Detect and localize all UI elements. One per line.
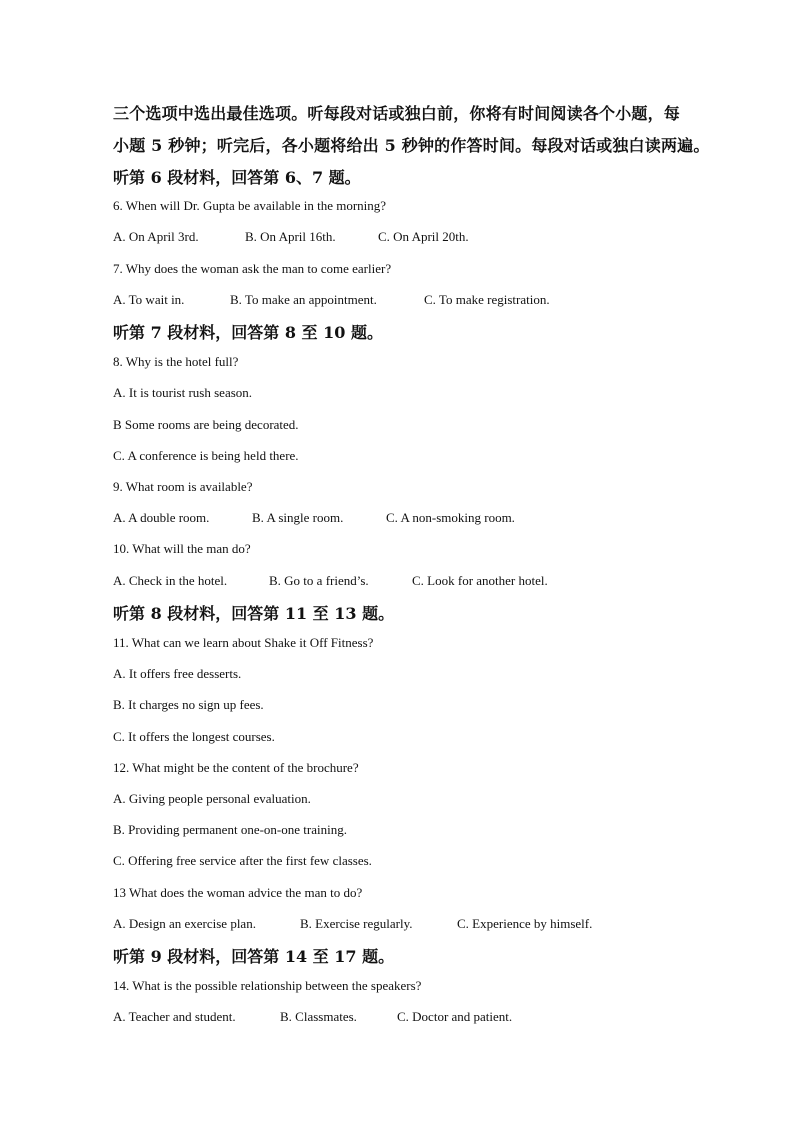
question-9-option-b: B. A single room. xyxy=(252,510,344,525)
question-7-option-a: A. To wait in. xyxy=(113,292,185,307)
question-14: 14. What is the possible relationship between the speakers? xyxy=(113,978,422,993)
question-13-option-b: B. Exercise regularly. xyxy=(300,916,413,931)
section-heading-9: 听第 9 段材料，回答第 14 至 17 题。 xyxy=(113,947,395,966)
question-10: 10. What will the man do? xyxy=(113,541,251,556)
question-12-option-a: A. Giving people personal evaluation. xyxy=(113,791,311,806)
question-10-option-a: A. Check in the hotel. xyxy=(113,573,228,588)
question-11-option-a: A. It offers free desserts. xyxy=(113,666,242,681)
question-6-option-b: B. On April 16th. xyxy=(245,229,336,244)
question-6-option-a: A. On April 3rd. xyxy=(113,229,199,244)
question-8-option-c: C. A conference is being held there. xyxy=(113,448,299,463)
question-7: 7. Why does the woman ask the man to come earlier? xyxy=(113,261,392,276)
question-7-option-c: C. To make registration. xyxy=(424,292,550,307)
question-9-option-a: A. A double room. xyxy=(113,510,210,525)
question-7-option-b: B. To make an appointment. xyxy=(230,292,377,307)
question-11: 11. What can we learn about Shake it Off Fitness? xyxy=(113,635,374,650)
question-11-option-b: B. It charges no sign up fees. xyxy=(113,697,264,712)
question-9-option-c: C. A non-smoking room. xyxy=(386,510,515,525)
question-8: 8. Why is the hotel full? xyxy=(113,354,239,369)
question-13-option-c: C. Experience by himself. xyxy=(457,916,593,931)
question-6: 6. When will Dr. Gupta be available in the morning? xyxy=(113,198,387,213)
section-heading-6: 听第 6 段材料，回答第 6、7 题。 xyxy=(113,168,361,187)
question-13-option-a: A. Design an exercise plan. xyxy=(113,916,256,931)
intro-line-1: 三个选项中选出最佳选项。听每段对话或独白前，你将有时间阅读各个小题，每 xyxy=(113,104,681,123)
question-11-option-c: C. It offers the longest courses. xyxy=(113,729,275,744)
question-10-option-b: B. Go to a friend’s. xyxy=(269,573,369,588)
question-14-option-b: B. Classmates. xyxy=(280,1009,357,1024)
question-14-option-c: C. Doctor and patient. xyxy=(397,1009,513,1024)
question-12-option-b: B. Providing permanent one-on-one training. xyxy=(113,822,347,837)
section-heading-8: 听第 8 段材料，回答第 11 至 13 题。 xyxy=(113,604,395,623)
question-9: 9. What room is available? xyxy=(113,479,253,494)
section-heading-7: 听第 7 段材料，回答第 8 至 10 题。 xyxy=(113,323,383,342)
question-8-option-a: A. It is tourist rush season. xyxy=(113,385,253,400)
intro-line-2: 小题 5 秒钟；听完后，各小题将给出 5 秒钟的作答时间。每段对话或独白读两遍。 xyxy=(113,136,710,155)
question-10-option-c: C. Look for another hotel. xyxy=(412,573,548,588)
question-12: 12. What might be the content of the brochure? xyxy=(113,760,359,775)
question-14-option-a: A. Teacher and student. xyxy=(113,1009,236,1024)
question-6-option-c: C. On April 20th. xyxy=(378,229,469,244)
question-12-option-c: C. Offering free service after the first few classes. xyxy=(113,853,372,868)
question-13: 13 What does the woman advice the man to do? xyxy=(113,885,363,900)
question-8-option-b: B Some rooms are being decorated. xyxy=(113,417,299,432)
